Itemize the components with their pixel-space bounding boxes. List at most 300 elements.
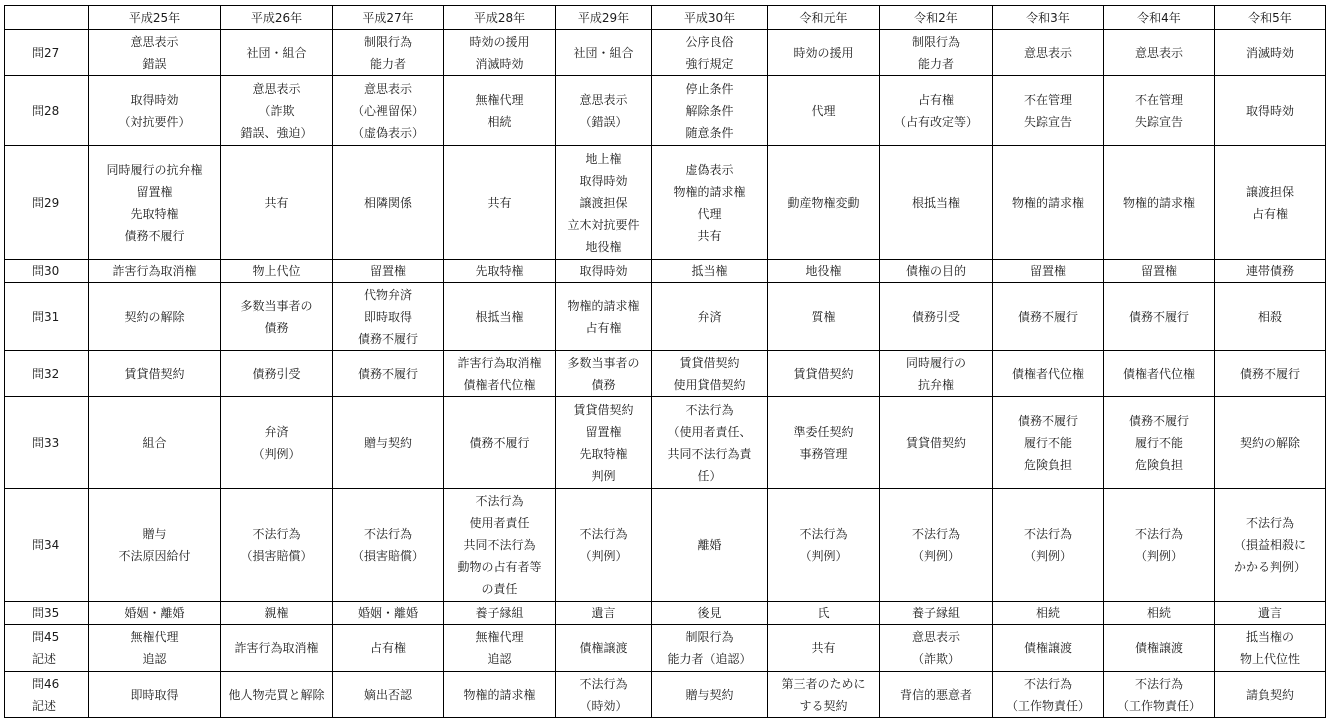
topic-cell bbox=[89, 76, 221, 146]
cell-line: 氏 bbox=[817, 606, 830, 620]
cell-line: 共同不法行為 bbox=[463, 538, 536, 552]
topic-cell bbox=[333, 351, 444, 397]
topic-cell bbox=[652, 283, 768, 351]
cell-line: 強行規定 bbox=[685, 56, 734, 71]
cell-line: 債務不履行 bbox=[1128, 413, 1189, 428]
topic-cell bbox=[1104, 672, 1215, 718]
cell-line: 占有権 bbox=[917, 92, 954, 107]
cell-line: 判例 bbox=[591, 468, 616, 483]
cell-line: 問35 bbox=[32, 606, 60, 620]
cell-line: 即時取得 bbox=[363, 309, 412, 324]
cell-line: 多数当事者の bbox=[240, 298, 313, 313]
topic-cell bbox=[444, 283, 556, 351]
topic-cell bbox=[1215, 146, 1326, 260]
cell-line: 留置権 bbox=[369, 264, 406, 278]
cell-line: する契約 bbox=[799, 698, 848, 713]
cell-line: 公序良俗 bbox=[685, 34, 734, 49]
topic-cell bbox=[333, 602, 444, 625]
cell-line: の責任 bbox=[481, 582, 518, 596]
cell-line: 問46 bbox=[32, 676, 60, 691]
cell-line: 履行不能 bbox=[1134, 435, 1183, 450]
topic-cell bbox=[333, 672, 444, 718]
year-header: 令和5年 bbox=[1215, 6, 1326, 30]
cell-line: 抗弁権 bbox=[917, 377, 954, 392]
cell-line: （判例） bbox=[252, 446, 301, 461]
topic-cell bbox=[768, 672, 880, 718]
cell-line: 不法行為 bbox=[685, 402, 734, 417]
cell-line: 共有 bbox=[264, 195, 289, 210]
cell-line: （工作物責任） bbox=[1116, 698, 1201, 713]
exam-topic-table bbox=[4, 5, 1326, 718]
table-row bbox=[5, 30, 1326, 76]
cell-line: 任） bbox=[697, 468, 722, 483]
cell-line: 地役権 bbox=[805, 264, 842, 278]
topic-cell bbox=[221, 260, 333, 283]
cell-line: 先取特権 bbox=[579, 446, 628, 461]
cell-line: 動物の占有者等 bbox=[457, 560, 542, 574]
cell-line: 契約の解除 bbox=[124, 309, 185, 324]
topic-cell bbox=[556, 146, 652, 260]
cell-line: （心裡留保） bbox=[351, 103, 424, 118]
cell-line: 不法行為 bbox=[799, 527, 848, 541]
cell-line: 相続 bbox=[487, 114, 512, 129]
cell-line: （時効） bbox=[579, 698, 628, 713]
cell-line: 時効の援用 bbox=[793, 45, 854, 60]
cell-line: 遺言 bbox=[591, 606, 616, 620]
topic-cell bbox=[1104, 76, 1215, 146]
cell-line: 無権代理 bbox=[475, 92, 524, 107]
topic-cell bbox=[89, 397, 221, 489]
year-header: 平成28年 bbox=[444, 6, 556, 30]
cell-line: 制限行為 bbox=[685, 630, 734, 644]
topic-cell bbox=[89, 351, 221, 397]
topic-cell bbox=[221, 30, 333, 76]
cell-line: 失踪宣告 bbox=[1134, 114, 1183, 129]
cell-line: 贈与 bbox=[142, 527, 167, 541]
cell-line: 組合 bbox=[142, 435, 167, 450]
cell-line: 相隣関係 bbox=[363, 195, 412, 210]
topic-cell bbox=[768, 30, 880, 76]
cell-line: 不在管理 bbox=[1023, 92, 1072, 107]
cell-line: （工作物責任） bbox=[1005, 698, 1090, 713]
cell-line: 意思表示 bbox=[911, 630, 960, 644]
topic-cell bbox=[89, 672, 221, 718]
topic-cell bbox=[556, 76, 652, 146]
cell-line: 制限行為 bbox=[911, 34, 960, 49]
topic-cell bbox=[89, 625, 221, 672]
topic-cell bbox=[1215, 260, 1326, 283]
topic-cell bbox=[89, 30, 221, 76]
cell-line: 随意条件 bbox=[685, 125, 734, 140]
cell-line: 意思表示 bbox=[363, 81, 412, 96]
cell-line: 問30 bbox=[32, 264, 60, 278]
topic-cell bbox=[880, 76, 993, 146]
cell-line: 債務不履行 bbox=[1128, 309, 1189, 324]
cell-line: 問31 bbox=[32, 309, 60, 324]
topic-cell bbox=[993, 397, 1104, 489]
cell-line: 背信的悪意者 bbox=[899, 687, 972, 702]
cell-line: 意思表示 bbox=[579, 92, 628, 107]
cell-line: 問27 bbox=[32, 45, 60, 60]
cell-line: 賃貸借契約 bbox=[124, 366, 185, 381]
topic-cell bbox=[89, 146, 221, 260]
cell-line: 能力者 bbox=[917, 56, 954, 71]
topic-cell bbox=[993, 146, 1104, 260]
topic-cell bbox=[1215, 672, 1326, 718]
topic-cell bbox=[556, 351, 652, 397]
topic-cell bbox=[221, 397, 333, 489]
table-row bbox=[5, 625, 1326, 672]
cell-line: 能力者 bbox=[369, 56, 406, 71]
cell-line: 相殺 bbox=[1257, 309, 1282, 324]
year-header: 平成25年 bbox=[89, 6, 221, 30]
cell-line: 不法行為 bbox=[1023, 676, 1072, 691]
cell-line: 抵当権 bbox=[691, 264, 728, 278]
topic-cell bbox=[1215, 397, 1326, 489]
cell-line: 離婚 bbox=[697, 538, 722, 552]
question-label bbox=[5, 351, 89, 397]
question-label bbox=[5, 30, 89, 76]
cell-line: 多数当事者の bbox=[567, 355, 640, 370]
cell-line: 債権の目的 bbox=[905, 264, 966, 278]
cell-line: 養子縁組 bbox=[911, 606, 960, 620]
year-header: 令和元年 bbox=[768, 6, 880, 30]
cell-line: 占有権 bbox=[1251, 206, 1288, 221]
topic-cell bbox=[993, 76, 1104, 146]
cell-line: 物権的請求権 bbox=[673, 184, 746, 199]
corner-cell bbox=[5, 6, 89, 30]
topic-cell bbox=[768, 146, 880, 260]
topic-cell bbox=[556, 397, 652, 489]
cell-line: 債務不履行 bbox=[469, 435, 530, 450]
cell-line: 債権譲渡 bbox=[1134, 641, 1183, 655]
cell-line: 取得時効 bbox=[1245, 103, 1294, 118]
cell-line: 遺言 bbox=[1257, 606, 1282, 620]
topic-cell bbox=[880, 672, 993, 718]
cell-line: 同時履行の抗弁権 bbox=[106, 162, 203, 177]
topic-cell bbox=[221, 602, 333, 625]
cell-line: 無権代理 bbox=[475, 630, 524, 644]
topic-cell bbox=[993, 351, 1104, 397]
cell-line: 債権者代位権 bbox=[1122, 366, 1195, 381]
topic-cell bbox=[444, 76, 556, 146]
cell-line: 解除条件 bbox=[685, 103, 734, 118]
cell-line: 抵当権の bbox=[1245, 630, 1294, 644]
question-label bbox=[5, 283, 89, 351]
cell-line: 代理 bbox=[697, 206, 722, 221]
cell-line: 賃貸借契約 bbox=[679, 355, 740, 370]
cell-line: 後見 bbox=[697, 606, 722, 620]
topic-cell bbox=[880, 489, 993, 602]
cell-line: 不法原因給付 bbox=[118, 549, 191, 563]
year-header: 平成29年 bbox=[556, 6, 652, 30]
cell-line: 債権譲渡 bbox=[1023, 641, 1072, 655]
cell-line: 質権 bbox=[811, 309, 836, 324]
cell-line: 物権的請求権 bbox=[463, 687, 536, 702]
topic-cell bbox=[768, 76, 880, 146]
topic-cell bbox=[556, 30, 652, 76]
cell-line: かかる判例） bbox=[1233, 560, 1306, 574]
cell-line: 立木対抗要件 bbox=[567, 217, 640, 232]
cell-line: 債務 bbox=[264, 320, 289, 335]
cell-line: 社団・組合 bbox=[573, 45, 634, 60]
cell-line: 不法行為 bbox=[1245, 516, 1294, 530]
cell-line: 地役権 bbox=[585, 239, 622, 254]
cell-line: 相続 bbox=[1146, 606, 1171, 620]
table-row bbox=[5, 489, 1326, 602]
cell-line: 留置権 bbox=[1029, 264, 1066, 278]
topic-cell bbox=[1215, 489, 1326, 602]
topic-cell bbox=[444, 489, 556, 602]
cell-line: 譲渡担保 bbox=[1245, 184, 1294, 199]
cell-line: 占有権 bbox=[585, 320, 622, 335]
cell-line: 危険負担 bbox=[1023, 457, 1072, 472]
topic-cell bbox=[444, 672, 556, 718]
cell-line: 契約の解除 bbox=[1239, 435, 1300, 450]
cell-line: （虚偽表示） bbox=[351, 125, 424, 140]
topic-cell bbox=[993, 602, 1104, 625]
topic-cell bbox=[993, 489, 1104, 602]
topic-cell bbox=[333, 260, 444, 283]
cell-line: 債務不履行 bbox=[357, 366, 418, 381]
cell-line: 問45 bbox=[32, 630, 60, 644]
topic-cell bbox=[89, 489, 221, 602]
cell-line: 共有 bbox=[697, 228, 722, 243]
topic-cell bbox=[993, 260, 1104, 283]
cell-line: 債務不履行 bbox=[1017, 413, 1078, 428]
year-header: 令和3年 bbox=[993, 6, 1104, 30]
topic-cell bbox=[221, 283, 333, 351]
topic-cell bbox=[444, 351, 556, 397]
cell-line: 請負契約 bbox=[1245, 687, 1294, 702]
cell-line: 代物弁済 bbox=[363, 287, 412, 302]
topic-cell bbox=[333, 283, 444, 351]
cell-line: 詐害行為取消権 bbox=[234, 641, 319, 655]
cell-line: 不法行為 bbox=[475, 494, 524, 508]
cell-line: 不在管理 bbox=[1134, 92, 1183, 107]
cell-line: 制限行為 bbox=[363, 34, 412, 49]
cell-line: 相続 bbox=[1035, 606, 1060, 620]
cell-line: 連帯債務 bbox=[1245, 264, 1294, 278]
topic-cell bbox=[652, 397, 768, 489]
cell-line: 意思表示 bbox=[252, 81, 301, 96]
cell-line: （判例） bbox=[911, 549, 960, 563]
topic-cell bbox=[1104, 602, 1215, 625]
table-row bbox=[5, 351, 1326, 397]
topic-cell bbox=[1104, 260, 1215, 283]
topic-cell bbox=[333, 30, 444, 76]
cell-line: （判例） bbox=[1023, 549, 1072, 563]
cell-line: （判例） bbox=[799, 549, 848, 563]
topic-cell bbox=[556, 260, 652, 283]
cell-line: 消滅時効 bbox=[475, 56, 524, 71]
topic-cell bbox=[652, 351, 768, 397]
year-header: 令和2年 bbox=[880, 6, 993, 30]
cell-line: 婚姻・離婚 bbox=[124, 606, 185, 620]
topic-cell bbox=[221, 672, 333, 718]
question-label bbox=[5, 489, 89, 602]
cell-line: 危険負担 bbox=[1134, 457, 1183, 472]
cell-line: （損害賠償） bbox=[240, 549, 313, 563]
cell-line: 不法行為 bbox=[579, 676, 628, 691]
topic-cell bbox=[652, 625, 768, 672]
cell-line: 取得時効 bbox=[579, 173, 628, 188]
cell-line: 不法行為 bbox=[363, 527, 412, 541]
topic-cell bbox=[221, 76, 333, 146]
cell-line: （損害賠償） bbox=[351, 549, 424, 563]
topic-cell bbox=[1215, 283, 1326, 351]
topic-cell bbox=[1104, 146, 1215, 260]
topic-cell bbox=[768, 283, 880, 351]
topic-cell bbox=[880, 602, 993, 625]
cell-line: 取得時効 bbox=[130, 92, 179, 107]
cell-line: 賃貸借契約 bbox=[905, 435, 966, 450]
table-row bbox=[5, 260, 1326, 283]
cell-line: 弁済 bbox=[264, 424, 289, 439]
cell-line: 錯誤 bbox=[142, 56, 167, 71]
topic-cell bbox=[652, 672, 768, 718]
cell-line: 社団・組合 bbox=[246, 45, 307, 60]
cell-line: 債務引受 bbox=[911, 309, 960, 324]
cell-line: 動産物権変動 bbox=[787, 195, 860, 210]
table-row bbox=[5, 397, 1326, 489]
cell-line: 準委任契約 bbox=[793, 424, 854, 439]
topic-cell bbox=[993, 625, 1104, 672]
cell-line: 養子縁組 bbox=[475, 606, 524, 620]
cell-line: 譲渡担保 bbox=[579, 195, 628, 210]
topic-cell bbox=[444, 146, 556, 260]
cell-line: 履行不能 bbox=[1023, 435, 1072, 450]
cell-line: 留置権 bbox=[1140, 264, 1177, 278]
cell-line: （詐欺 bbox=[258, 103, 295, 118]
question-label bbox=[5, 602, 89, 625]
topic-cell bbox=[444, 602, 556, 625]
cell-line: 共有 bbox=[487, 195, 512, 210]
question-label bbox=[5, 672, 89, 718]
cell-line: 意思表示 bbox=[130, 34, 179, 49]
topic-cell bbox=[768, 397, 880, 489]
topic-cell bbox=[444, 397, 556, 489]
table-row bbox=[5, 146, 1326, 260]
cell-line: 債務 bbox=[591, 377, 616, 392]
topic-cell bbox=[89, 260, 221, 283]
cell-line: 嫡出否認 bbox=[363, 687, 412, 702]
topic-cell bbox=[880, 625, 993, 672]
cell-line: 虚偽表示 bbox=[685, 162, 734, 177]
topic-cell bbox=[556, 625, 652, 672]
topic-cell bbox=[556, 283, 652, 351]
question-label bbox=[5, 76, 89, 146]
topic-cell bbox=[1104, 30, 1215, 76]
topic-cell bbox=[1215, 602, 1326, 625]
cell-line: 停止条件 bbox=[685, 81, 734, 96]
cell-line: 同時履行の bbox=[905, 355, 966, 370]
topic-cell bbox=[444, 30, 556, 76]
table-row bbox=[5, 672, 1326, 718]
cell-line: 事務管理 bbox=[799, 446, 848, 461]
cell-line: 先取特権 bbox=[130, 206, 179, 221]
topic-cell bbox=[652, 602, 768, 625]
topic-cell bbox=[333, 489, 444, 602]
topic-cell bbox=[89, 602, 221, 625]
topic-cell bbox=[1104, 351, 1215, 397]
cell-line: 追認 bbox=[142, 652, 167, 666]
topic-cell bbox=[444, 260, 556, 283]
topic-cell bbox=[993, 30, 1104, 76]
table-row bbox=[5, 602, 1326, 625]
cell-line: 追認 bbox=[487, 652, 512, 666]
cell-line: （判例） bbox=[579, 549, 628, 563]
cell-line: 取得時効 bbox=[579, 264, 628, 278]
cell-line: 使用者責任 bbox=[469, 516, 530, 530]
topic-cell bbox=[1104, 625, 1215, 672]
topic-cell bbox=[1104, 489, 1215, 602]
topic-cell bbox=[221, 625, 333, 672]
cell-line: 賃貸借契約 bbox=[793, 366, 854, 381]
topic-cell bbox=[652, 76, 768, 146]
cell-line: （錯誤） bbox=[579, 114, 628, 129]
cell-line: 婚姻・離婚 bbox=[357, 606, 418, 620]
year-header: 平成27年 bbox=[333, 6, 444, 30]
cell-line: 能力者（追認） bbox=[667, 652, 752, 666]
cell-line: 問32 bbox=[32, 366, 60, 381]
topic-cell bbox=[768, 351, 880, 397]
cell-line: （対抗要件） bbox=[118, 114, 191, 129]
cell-line: 物権的請求権 bbox=[1011, 195, 1084, 210]
cell-line: 留置権 bbox=[585, 424, 622, 439]
question-label bbox=[5, 146, 89, 260]
cell-line: 債権者代位権 bbox=[463, 377, 536, 392]
cell-line: 物権的請求権 bbox=[1122, 195, 1195, 210]
cell-line: 物権的請求権 bbox=[567, 298, 640, 313]
cell-line: 弁済 bbox=[697, 309, 722, 324]
topic-cell bbox=[1215, 351, 1326, 397]
cell-line: 債務不履行 bbox=[1239, 366, 1300, 381]
cell-line: 債務不履行 bbox=[124, 228, 185, 243]
cell-line: 使用貸借契約 bbox=[673, 377, 746, 392]
cell-line: 問28 bbox=[32, 103, 60, 118]
cell-line: 他人物売買と解除 bbox=[228, 687, 325, 702]
topic-cell bbox=[1104, 283, 1215, 351]
topic-cell bbox=[768, 489, 880, 602]
topic-cell bbox=[221, 489, 333, 602]
cell-line: 共同不法行為責 bbox=[667, 446, 752, 461]
topic-cell bbox=[652, 260, 768, 283]
cell-line: 即時取得 bbox=[130, 687, 179, 702]
topic-cell bbox=[1104, 397, 1215, 489]
cell-line: （占有改定等） bbox=[893, 114, 978, 129]
topic-cell bbox=[556, 602, 652, 625]
topic-cell bbox=[556, 672, 652, 718]
cell-line: 賃貸借契約 bbox=[573, 402, 634, 417]
topic-cell bbox=[880, 146, 993, 260]
topic-cell bbox=[768, 260, 880, 283]
topic-cell bbox=[221, 351, 333, 397]
topic-cell bbox=[768, 602, 880, 625]
cell-line: 問34 bbox=[32, 538, 60, 552]
topic-cell bbox=[652, 30, 768, 76]
cell-line: 時効の援用 bbox=[469, 34, 530, 49]
cell-line: 贈与契約 bbox=[685, 687, 734, 702]
cell-line: 不法行為 bbox=[1023, 527, 1072, 541]
question-label bbox=[5, 260, 89, 283]
cell-line: 贈与契約 bbox=[363, 435, 412, 450]
cell-line: 物上代位性 bbox=[1239, 652, 1300, 666]
cell-line: 債務引受 bbox=[252, 366, 301, 381]
topic-cell bbox=[221, 146, 333, 260]
cell-line: 錯誤、強迫） bbox=[240, 125, 313, 140]
cell-line: 問33 bbox=[32, 435, 60, 450]
